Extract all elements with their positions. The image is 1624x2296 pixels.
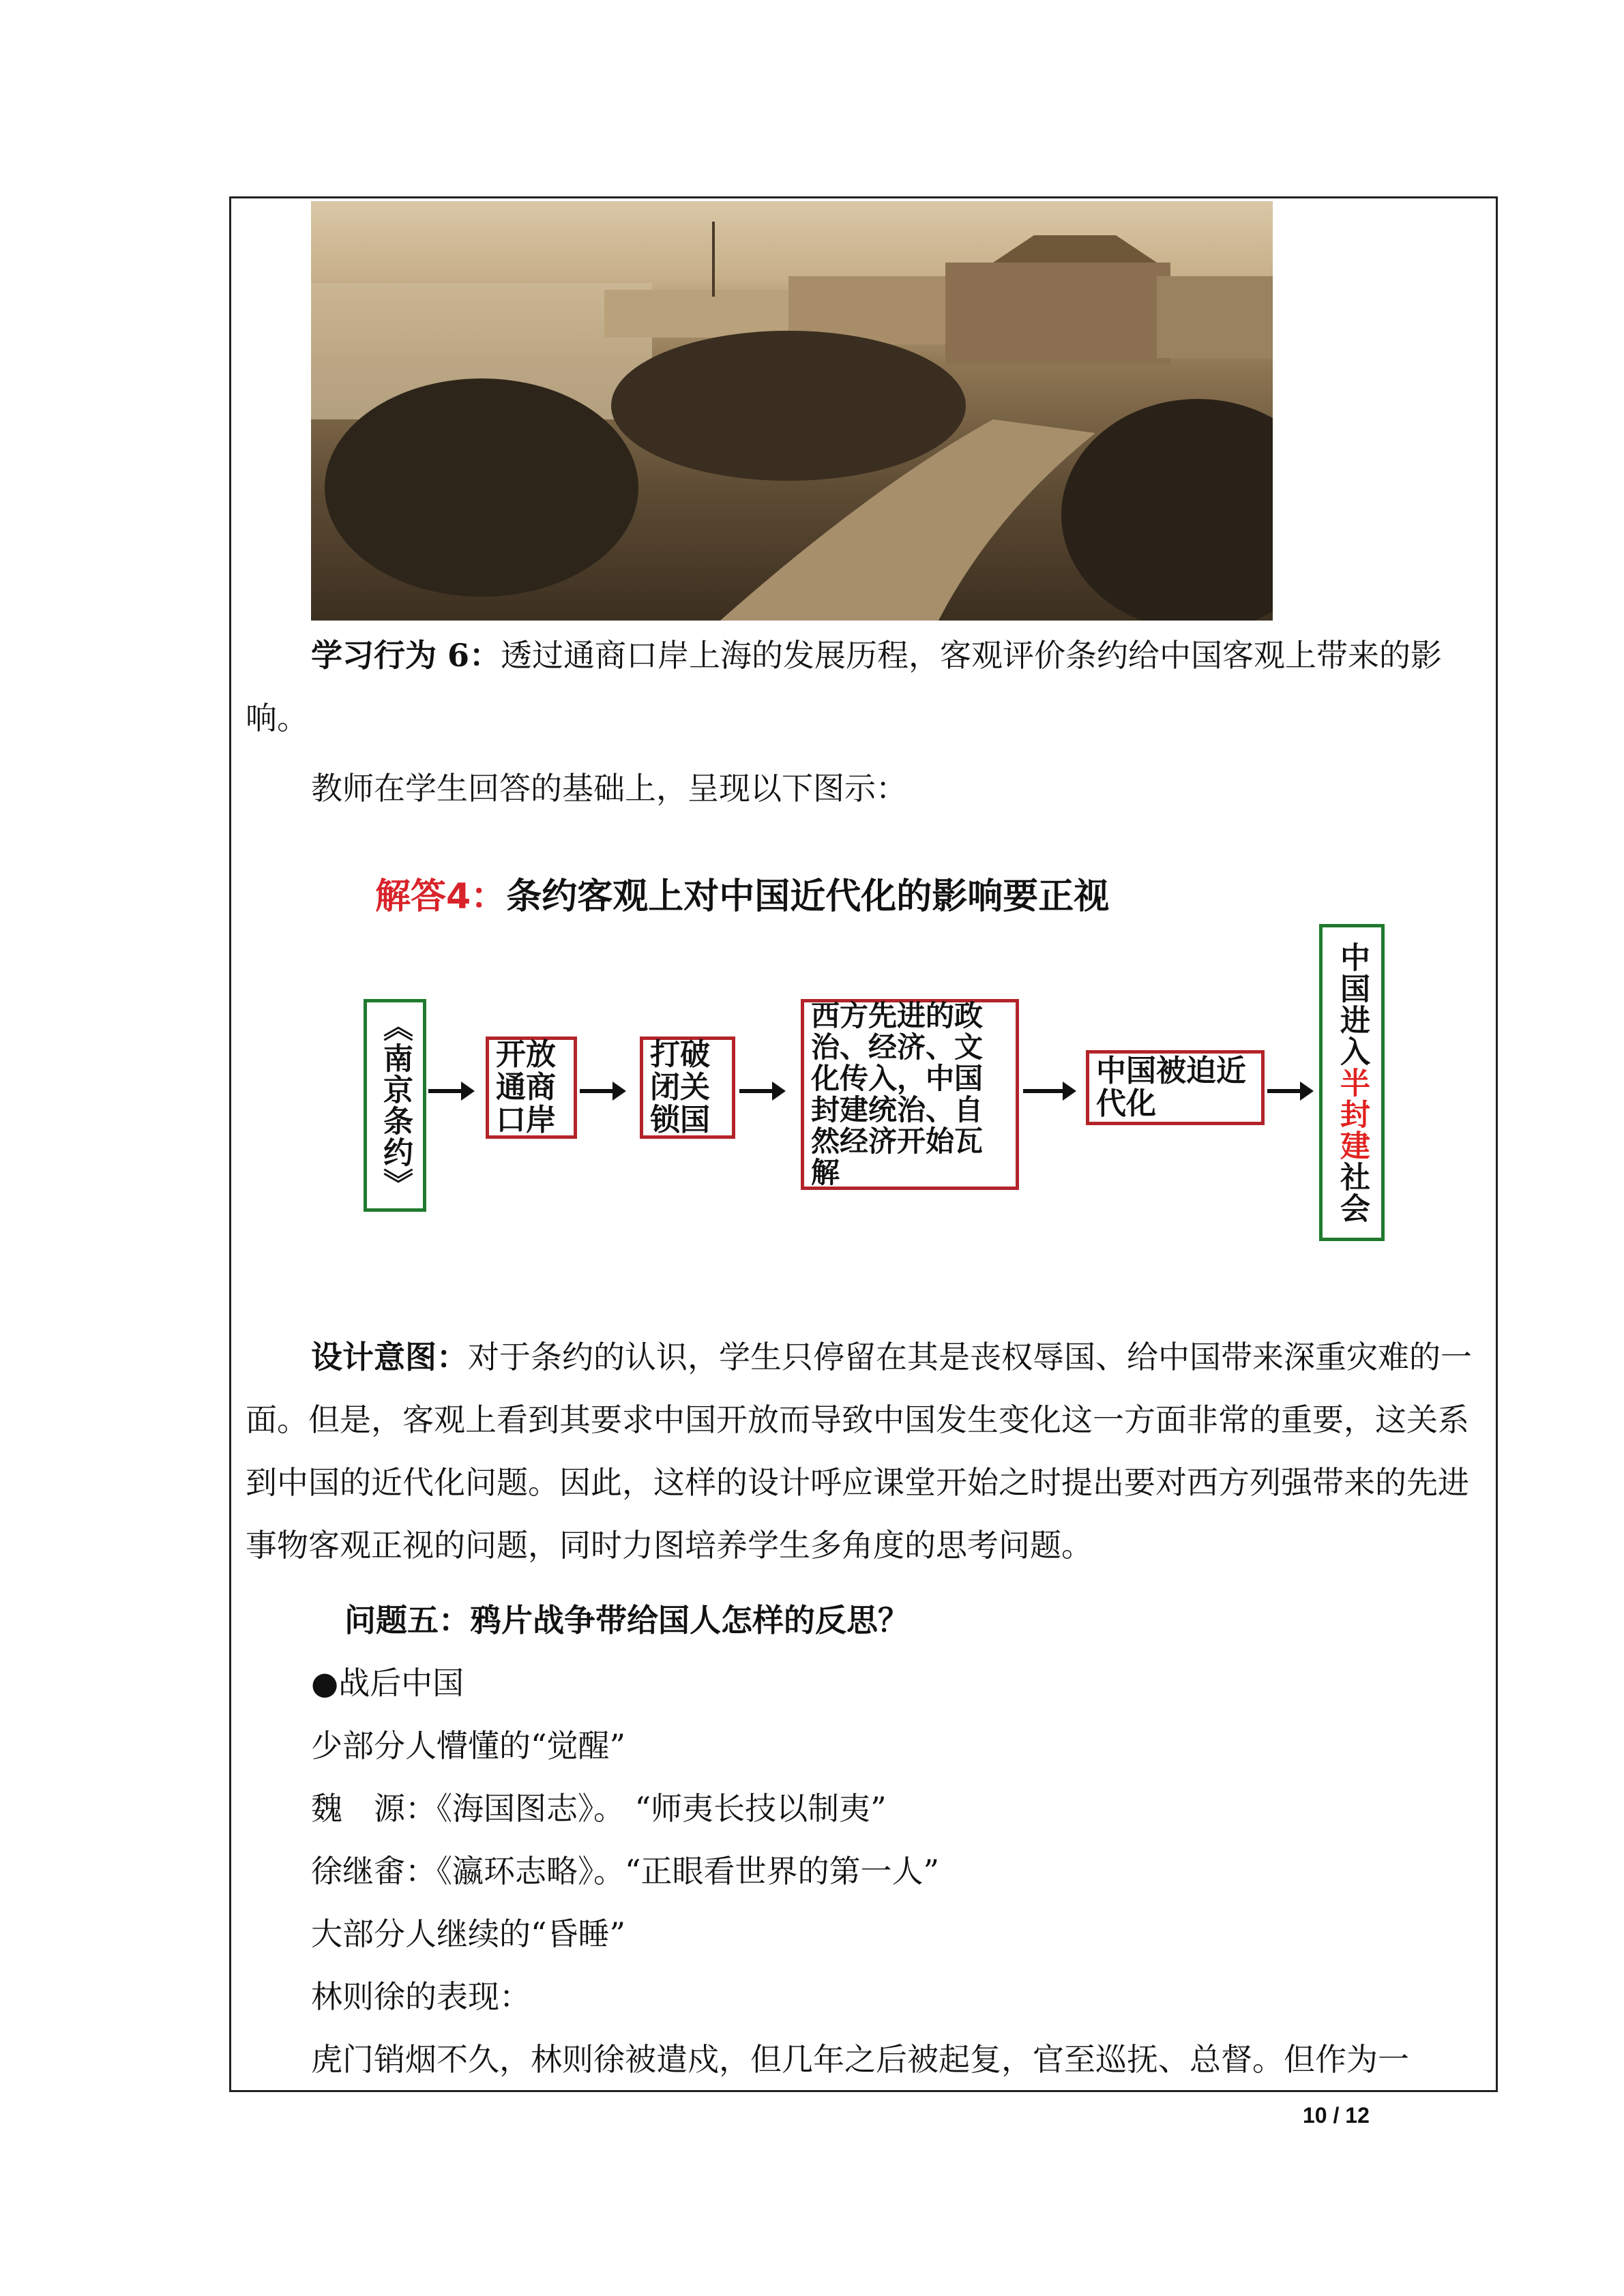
box-break-isolation: 打破闭关锁国	[640, 1037, 735, 1139]
box6-text-red: 半封建	[1335, 1067, 1370, 1161]
box-semi-feudal	[1319, 924, 1385, 1241]
list-item: 林则徐的表现：	[311, 1978, 531, 2015]
arrow-4	[1023, 1089, 1067, 1093]
page-number: 10 / 12	[1303, 2103, 1370, 2128]
box-western-influence: 西方先进的政治、经济、文化传入，中国封建统治、自然经济开始瓦解	[801, 999, 1019, 1190]
list-item: ●战后中国	[311, 1665, 464, 1701]
question-five: 问题五：鸦片战争带给国人怎样的反思？	[344, 1602, 909, 1639]
box6-text-a: 中国进入	[1335, 941, 1370, 1067]
list-item: 大部分人继续的“昏睡”	[311, 1915, 626, 1952]
historic-photo	[311, 201, 1273, 621]
behavior-label: 学习行为 6：	[311, 637, 501, 674]
list-item: 虎门销烟不久，林则徐被遣戍，但几年之后被起复，官至巡抚、总督。但作为一	[311, 2041, 1409, 2078]
design-text: 对于条约的认识，学生只停留在其是丧权辱国、给中国带来深重灾难的一面。但是，客观上看到其要求中国开放而导致中国发生变化这一方面非常的重要，这关系到中国的近代化问题。因此，这样的设计呼应课堂开始之时提出要对西方列强带来的先进事物客观正视的问题，同时力图培养学生多角度的思考问题。	[246, 1339, 1472, 1564]
diagram-title-prefix: 解答4：	[375, 876, 507, 917]
box6-text-b: 社会	[1335, 1161, 1370, 1224]
diagram-title-text: 条约客观上对中国近代化的影响要正视	[506, 876, 1110, 917]
diagram-title	[375, 867, 1109, 919]
historic-shanghai-bund-photo-icon	[311, 201, 1273, 621]
behavior-text: 透过通商口岸上海的发展历程，客观评价条约给中国客观上带来的影响。	[246, 637, 1443, 736]
arrow-2	[580, 1089, 617, 1093]
arrow-1	[428, 1089, 465, 1093]
arrow-3	[739, 1089, 776, 1093]
arrow-5	[1267, 1089, 1304, 1093]
design-label: 设计意图：	[311, 1339, 468, 1375]
box-open-ports: 开放通商口岸	[486, 1037, 577, 1139]
list-item: 少部分人懵懂的“觉醒”	[311, 1727, 626, 1764]
box-nanjing-treaty: 《南京条约》	[364, 999, 426, 1212]
list-item: 魏 源：《海国图志》。 “师夷长技以制夷”	[311, 1790, 887, 1827]
treaty-impact-diagram	[348, 852, 1412, 1262]
teacher-line: 教师在学生回答的基础上，呈现以下图示：	[311, 770, 907, 807]
behavior-paragraph	[246, 624, 1483, 749]
list-item: 徐继畬：《瀛环志略》。“正眼看世界的第一人”	[311, 1853, 940, 1890]
design-paragraph	[246, 1326, 1483, 1577]
box-forced-modernization: 中国被迫近代化	[1086, 1050, 1265, 1125]
